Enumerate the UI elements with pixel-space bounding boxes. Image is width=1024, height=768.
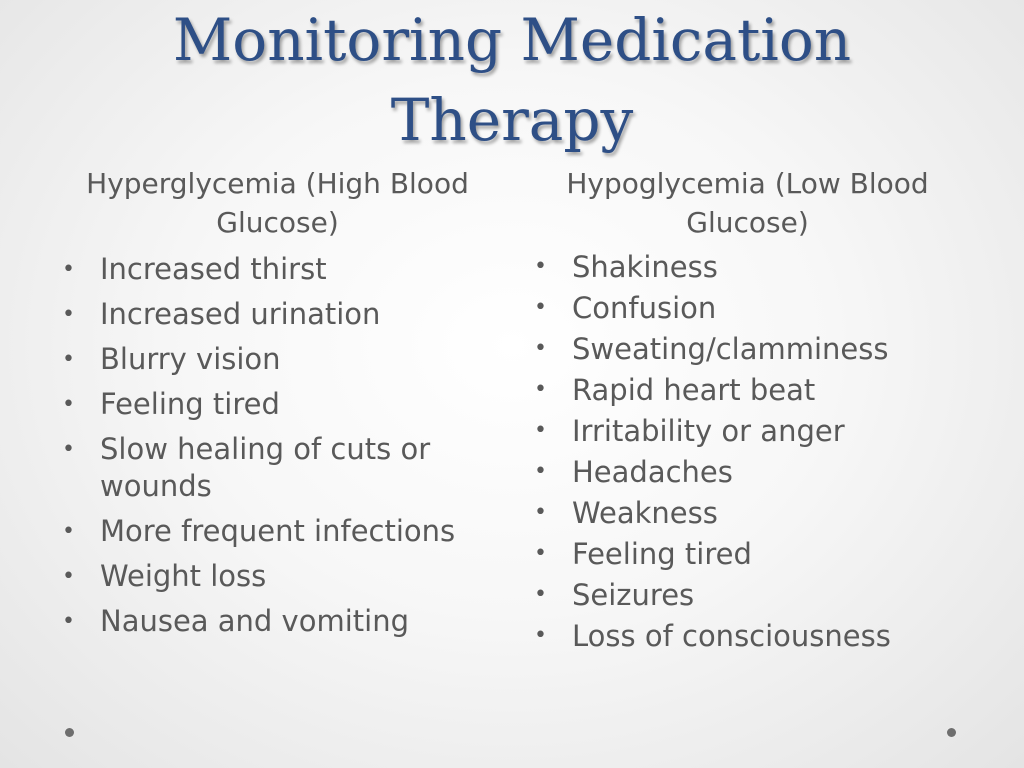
decorative-dot-icon (947, 728, 956, 737)
list-item: • Seizures (532, 575, 1002, 615)
list-item: • Confusion (532, 288, 1002, 328)
list-item: • Increased urination (60, 296, 490, 333)
hypoglycemia-symptom-list (532, 247, 1002, 657)
hypoglycemia-heading: Hypoglycemia (Low Blood Glucose) (566, 167, 929, 239)
hyperglycemia-symptom-list (60, 251, 490, 648)
list-item: • Slow healing of cuts or wounds (60, 431, 490, 505)
hyperglycemia-heading: Hyperglycemia (High Blood Glucose) (86, 167, 469, 239)
list-item: • Nausea and vomiting (60, 603, 490, 640)
decorative-dot-icon (65, 728, 74, 737)
list-item: • Loss of consciousness (532, 616, 1002, 656)
list-item: • Shakiness (532, 247, 1002, 287)
list-item: • Irritability or anger (532, 411, 1002, 451)
list-item: • Feeling tired (60, 386, 490, 423)
list-item: • Increased thirst (60, 251, 490, 288)
list-item: • Rapid heart beat (532, 370, 1002, 410)
list-item: • Feeling tired (532, 534, 1002, 574)
list-item: • Weakness (532, 493, 1002, 533)
list-item: • Headaches (532, 452, 1002, 492)
slide-title: Monitoring Medication Therapy (172, 6, 852, 154)
list-item: • Weight loss (60, 558, 490, 595)
list-item: • More frequent infections (60, 513, 490, 550)
list-item: • Blurry vision (60, 341, 490, 378)
list-item: • Sweating/clamminess (532, 329, 1002, 369)
